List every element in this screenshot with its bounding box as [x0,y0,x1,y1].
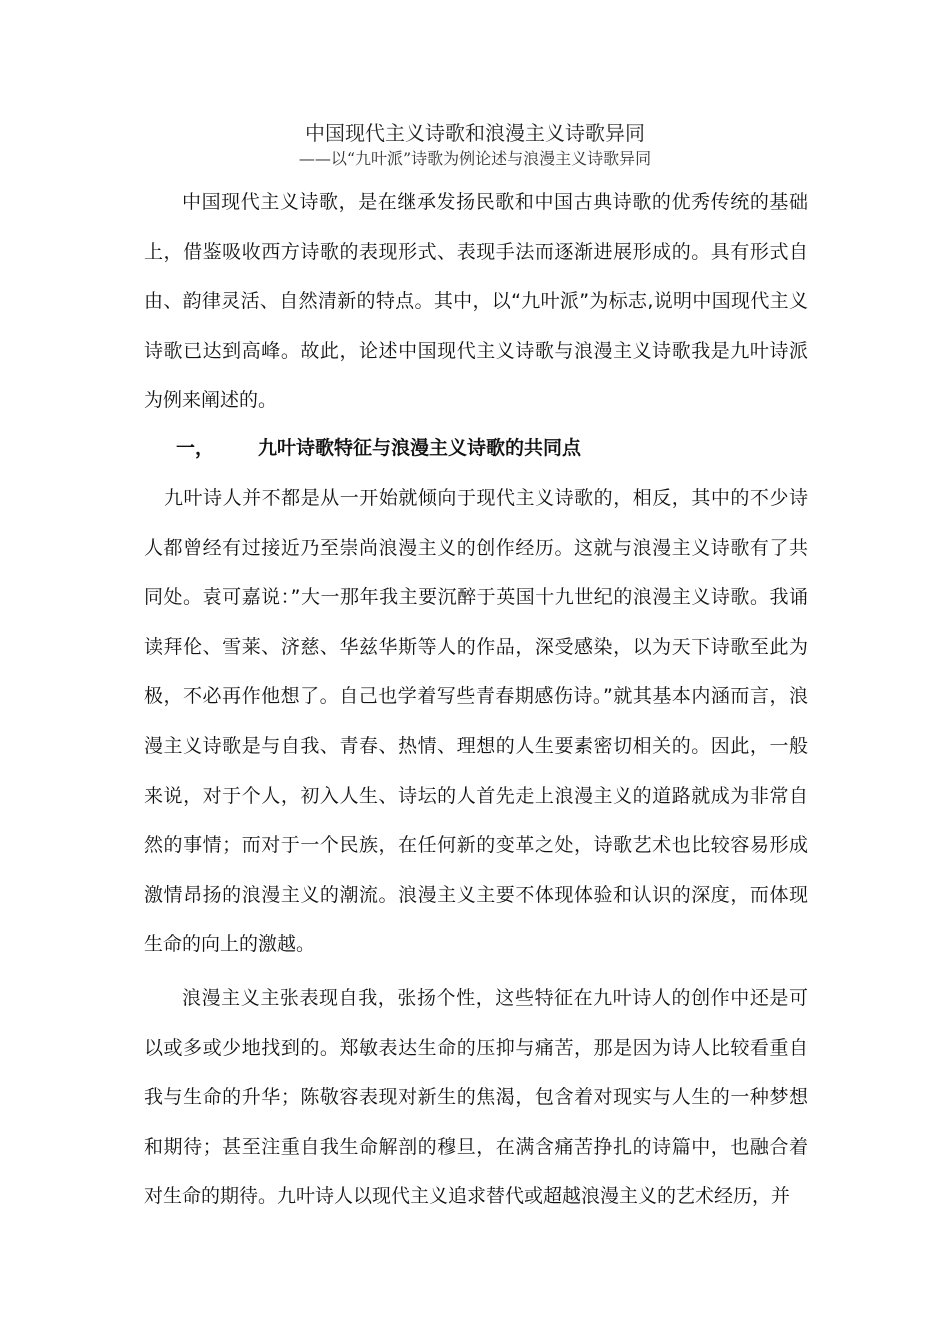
document-title: 中国现代主义诗歌和浪漫主义诗歌异同 [305,121,645,145]
section-heading-text: 九叶诗歌特征与浪漫主义诗歌的共同点 [258,437,582,459]
intro-paragraph: 中国现代主义诗歌，是在继承发扬民歌和中国古典诗歌的优秀传统的基础上，借鉴吸收西方诗歌的表现形式、表现手法而逐渐进展形成的。具有形式自由、韵律灵活、自然清新的特点。其中，以“九叶派”为标志,说明中国现代主义诗歌已达到高峰。故此，论述中国现代主义诗歌与浪漫主义诗歌我是九叶诗派为例来阐述的。 [144,191,808,412]
document-subtitle: ——以“九叶派”诗歌为例论述与浪漫主义诗歌异同 [298,149,652,168]
section-paragraph-1: 九叶诗人并不都是从一开始就倾向于现代主义诗歌的，相反，其中的不少诗人都曾经有过接近乃至崇尚浪漫主义的创作经历。这就与浪漫主义诗歌有了共同处。袁可嘉说：”大一那年我主要沉醉于英国十九世纪的浪漫主义诗歌。我诵读拜伦、雪莱、济慈、华兹华斯等人的作品，深受感染，以为天下诗歌至此为极，不必再作他想了。自己也学着写些青春期感伤诗。”就其基本内涵而言，浪漫主义诗歌是与自我、青春、热情、理想的人生要素密切相关的。因此，一般来说，对于个人，初入人生、诗坛的人首先走上浪漫主义的道路就成为非常自然的事情；而对于一个民族，在任何新的变革之处，诗歌艺术也比较容易形成激情昂扬的浪漫主义的潮流。浪漫主义主要不体现体验和认识的深度，而体现生命的向上的激越。 [144,487,808,956]
section-heading [176,428,581,468]
section-number: 一， [176,437,215,459]
section-paragraph-2: 浪漫主义主张表现自我，张扬个性，这些特征在九叶诗人的创作中还是可以或多或少地找到的。郑敏表达生命的压抑与痛苦，那是因为诗人比较看重自我与生命的升华；陈敬容表现对新生的焦渴，包含着对现实与人生的一种梦想和期待；甚至注重自我生命解剖的穆旦，在满含痛苦挣扎的诗篇中，也融合着对生命的期待。九叶诗人以现代主义追求替代或超越浪漫主义的艺术经历，并 [144,987,808,1208]
